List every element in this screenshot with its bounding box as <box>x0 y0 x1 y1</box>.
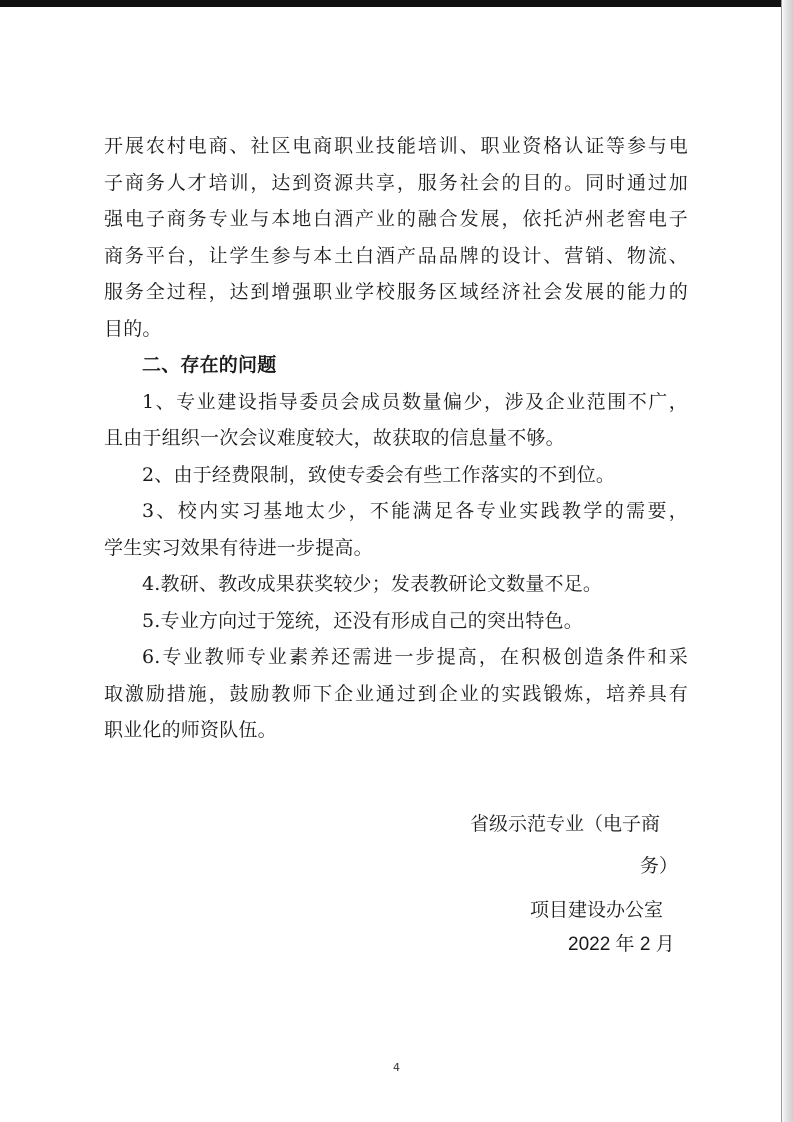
paragraph-line: 子商务人才培训，达到资源共享，服务社会的目的。同时通过加 <box>104 171 688 194</box>
problem-item-5: 5.专业方向过于笼统，还没有形成自己的突出特色。 <box>142 609 583 632</box>
page-number: 4 <box>393 1061 400 1074</box>
scan-border-line <box>781 0 782 1122</box>
paragraph-line: 商务平台，让学生参与本土白酒产品品牌的设计、营销、物流、 <box>104 244 688 267</box>
problem-item-6-cont: 取激励措施，鼓励教师下企业通过到企业的实践锻炼，培养具有 <box>104 682 688 705</box>
problem-item-1-cont: 且由于组织一次会议难度较大，故获取的信息量不够。 <box>104 427 565 449</box>
signature-date: 2022 年 2 月 <box>568 934 675 955</box>
section-heading: 二、存在的问题 <box>142 354 277 376</box>
signature-org-line2: 务） <box>640 855 679 877</box>
document-body <box>104 128 688 749</box>
problem-item-3-cont: 学生实习效果有待进一步提高。 <box>104 536 373 559</box>
scan-border-top <box>0 0 793 7</box>
paragraph-line: 服务全过程，达到增强职业学校服务区域经济社会发展的能力的 <box>104 281 688 303</box>
paragraph-line: 开展农村电商、社区电商职业技能培训、职业资格认证等参与电 <box>104 135 688 157</box>
paragraph-line: 目的。 <box>104 317 162 340</box>
paragraph-line: 强电子商务专业与本地白酒产业的融合发展，依托泸州老窖电子 <box>104 208 688 230</box>
signature-org-line1: 省级示范专业（电子商 <box>470 813 661 835</box>
scan-border-right <box>781 0 793 1122</box>
problem-item-1: 1、专业建设指导委员会成员数量偏少，涉及企业范围不广， <box>142 390 688 413</box>
problem-item-2: 2、由于经费限制，致使专委会有些工作落实的不到位。 <box>142 463 616 486</box>
problem-item-6-end: 职业化的师资队伍。 <box>104 719 277 741</box>
problem-item-4: 4.教研、教改成果获奖较少；发表教研论文数量不足。 <box>142 573 603 595</box>
signature-office: 项目建设办公室 <box>530 899 664 921</box>
problem-item-3: 3、校内实习基地太少，不能满足各专业实践教学的需要， <box>142 500 688 522</box>
problem-item-6: 6.专业教师专业素养还需进一步提高，在积极创造条件和采 <box>142 646 688 668</box>
